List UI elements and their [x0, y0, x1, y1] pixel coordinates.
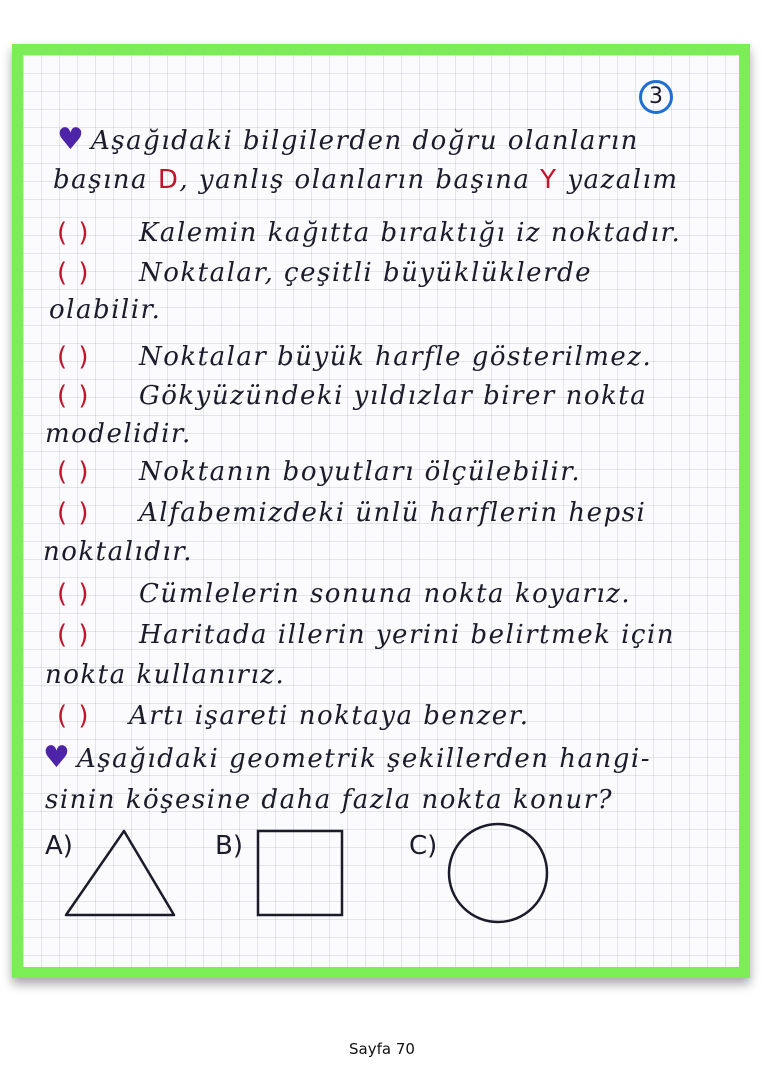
answer-blank[interactable]: ( ) — [57, 342, 91, 372]
statement-7: ( ) Cümlelerin sonuna nokta koyarız. — [57, 579, 632, 609]
triangle-shape[interactable] — [66, 831, 174, 915]
statement-2: ( ) Noktalar, çeşitli büyüklüklerde — [57, 258, 593, 288]
option-c-label: C) — [409, 831, 438, 861]
shapes-layer — [23, 55, 739, 967]
instruction-2-line-1: ♥ Aşağıdaki geometrik şekillerden hangi- — [43, 740, 652, 775]
statement-5: ( ) Noktanın boyutları ölçülebilir. — [57, 457, 582, 487]
instruction-1-line-1: ♥ Aşağıdaki bilgilerden doğru olanların — [57, 122, 639, 157]
answer-blank[interactable]: ( ) — [57, 457, 91, 487]
answer-blank[interactable]: ( ) — [57, 258, 91, 288]
answer-blank[interactable]: ( ) — [57, 620, 91, 650]
statement-4-continued: modelidir. — [45, 419, 192, 449]
instruction-2-line-2: sinin köşesine daha fazla nokta konur? — [45, 785, 614, 815]
answer-blank[interactable]: ( ) — [57, 381, 91, 411]
statement-4: ( ) Gökyüzündeki yıldızlar birer nokta — [57, 381, 648, 411]
statement-8: ( ) Haritada illerin yerini belirtmek için — [57, 620, 676, 650]
statement-2-continued: olabilir. — [49, 295, 162, 325]
letter-d: D — [157, 165, 180, 195]
page-footer: Sayfa 70 — [349, 1040, 415, 1058]
statement-9: ( ) Artı işareti noktaya benzer. — [57, 701, 530, 731]
worksheet — [12, 44, 750, 978]
answer-blank[interactable]: ( ) — [57, 701, 91, 731]
answer-blank[interactable]: ( ) — [57, 218, 91, 248]
heart-icon: ♥ — [43, 740, 72, 775]
statement-1: ( ) Kalemin kağıtta bıraktığı iz noktadır. — [57, 218, 682, 248]
letter-y: Y — [540, 165, 558, 195]
circle-shape[interactable] — [449, 824, 547, 922]
option-b-label: B) — [215, 831, 243, 861]
statement-3: ( ) Noktalar büyük harfle gösterilmez. — [57, 342, 653, 372]
answer-blank[interactable]: ( ) — [57, 579, 91, 609]
square-shape[interactable] — [258, 831, 342, 915]
statement-6-continued: noktalıdır. — [43, 537, 194, 567]
page-number-badge: 3 — [639, 80, 673, 114]
option-a-label: A) — [45, 831, 73, 861]
statement-6: ( ) Alfabemizdeki ünlü harflerin hepsi — [57, 498, 647, 528]
instruction-1-line-2: başına D, yanlış olanların başına Y yazalım — [53, 165, 679, 195]
heart-icon: ♥ — [57, 122, 86, 157]
statement-8-continued: nokta kullanırız. — [45, 660, 286, 690]
answer-blank[interactable]: ( ) — [57, 498, 91, 528]
